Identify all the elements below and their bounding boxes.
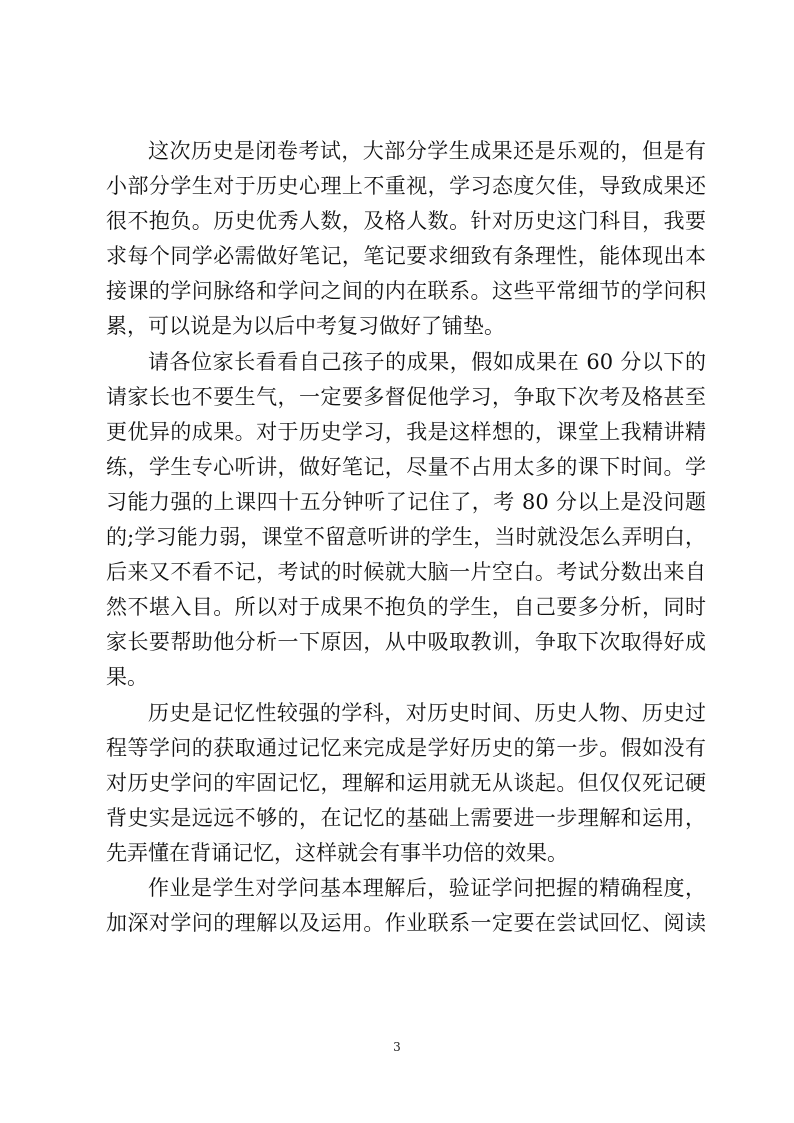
paragraph-line: 先弄懂在背诵记忆，这样就会有事半功倍的效果。 [106,840,568,865]
paragraph-line: 这次历史是闭卷考试，大部分学生成果还是乐观的，但是有 [148,139,706,163]
paragraph-1 [106,136,706,341]
paragraph-line: 程等学问的获取通过记忆来完成是学好历史的第一步。假如没有 [106,735,706,760]
paragraph-line: 历史是记忆性较强的学科，对历史时间、历史人物、历史过 [148,700,706,725]
paragraph-line: 练，学生专心听讲，做好笔记，尽量不占用太多的课下时间。学 [106,454,706,479]
paragraph-line: 接课的学问脉络和学问之间的内在联系。这些平常细节的学问积 [106,279,706,304]
paragraph-line: 家长要帮助他分析一下原因，从中吸取教训，争取下次取得好成 [106,630,706,655]
paragraph-line: 加深对学问的理解以及运用。作业联系一定要在尝试回忆、阅读 [106,911,706,936]
paragraph-line: 习能力强的上课四十五分钟听了记住了，考 80 分以上是没问题 [106,489,706,514]
paragraph-line: 更优异的成果。对于历史学习，我是这样想的，课堂上我精讲精 [106,419,706,444]
paragraph-line: 很不抱负。历史优秀人数，及格人数。针对历史这门科目，我要 [106,209,706,234]
paragraph-line: 小部分学生对于历史心理上不重视，学习态度欠佳，导致成果还 [106,174,706,199]
paragraph-line: 请家长也不要生气，一定要多督促他学习，争取下次考及格甚至 [106,384,706,409]
paragraph-line: 对历史学问的牢固记忆，理解和运用就无从谈起。但仅仅死记硬 [106,770,706,795]
paragraph-line: 请各位家长看看自己孩子的成果，假如成果在 60 分以下的 [148,349,706,374]
paragraph-2 [106,347,706,693]
page-number: 3 [393,1040,401,1054]
paragraph-4 [106,873,706,938]
paragraph-line: 的;学习能力弱，课堂不留意听讲的学生，当时就没怎么弄明白， [106,525,706,550]
paragraph-line: 果。 [106,665,148,690]
paragraph-line: 后来又不看不记，考试的时候就大脑一片空白。考试分数出来自 [106,560,706,585]
paragraph-line: 求每个同学必需做好笔记，笔记要求细致有条理性，能体现出本 [106,244,706,269]
paragraph-line: 然不堪入目。所以对于成果不抱负的学生，自己要多分析，同时 [106,595,706,620]
paragraph-3 [106,698,706,868]
paragraph-line: 背史实是远远不够的，在记忆的基础上需要进一步理解和运用， [106,805,706,830]
paragraph-line: 累，可以说是为以后中考复习做好了铺垫。 [106,314,505,339]
paragraph-line: 作业是学生对学问基本理解后，验证学问把握的精确程度， [148,875,706,900]
document-body [106,136,706,943]
